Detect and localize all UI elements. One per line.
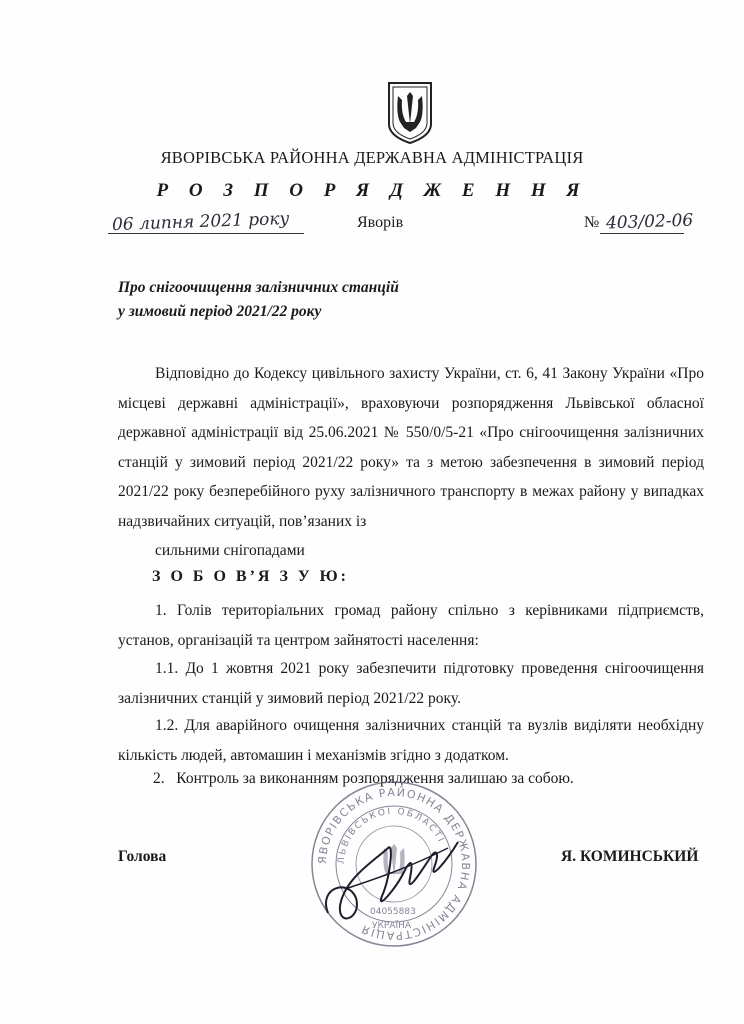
number-label: № <box>584 214 600 231</box>
item-1-1: 1.1. До 1 жовтня 2021 року забезпечити підготовку проведення снігоочищення залізничних станцій у зимовий період 2021/22 року. <box>118 660 704 707</box>
stamp-code: 04055883 <box>370 907 416 917</box>
number-underline <box>600 233 684 234</box>
intro-last-line: сильними снігопадами <box>155 542 305 559</box>
document-type: Р О З П О Р Я Д Ж Е Н Н Я <box>156 180 588 201</box>
item-1-2: 1.2. Для аварійного очищення залізничних станцій та вузлів виділяти необхідну кількість людей, автомашин і механізмів згідно з додатком. <box>118 717 704 764</box>
intro-text: Відповідно до Кодексу цивільного захисту України, ст. 6, 41 Закону України «Про місцеві державні адміністрації», враховуючи розпорядження Львівської обласної державної адміністрації від 25.06.2021 № 550/0/5-21 «Про снігоочищення залізничних станцій у зимовий період 2021/22 року» та з метою забезпечення в зимовий період 2021/22 року безперебійного руху залізничного транспорту в межах району у випадках надзвичайних ситуацій, пов’язаних із <box>118 365 704 530</box>
stamp-inner-text: ЛЬВІВСЬКОЇ ОБЛАСТІ <box>336 806 447 865</box>
handwritten-date: 06 липня 2021 року <box>111 208 290 236</box>
item-1: 1. Голів територіальних громад району спільно з керівниками підприємств, установ, організацій та центром зайнятості населення: <box>118 602 704 649</box>
signer-position: Голова <box>118 848 167 865</box>
handwritten-signature <box>318 818 468 938</box>
decree-heading: З О Б О В’Я З У Ю: <box>152 568 349 585</box>
signer-name: Я. КОМИНСЬКИЙ <box>561 848 699 865</box>
subject-line-1: Про снігоочищення залізничних станцій <box>118 279 399 296</box>
item-2: 2. Контроль за виконанням розпорядження залишаю за собою. <box>153 770 574 787</box>
intro-paragraph <box>118 359 704 566</box>
stamp-country: УКРАЇНА <box>372 921 412 931</box>
subject-line-2: у зимовий період 2021/22 року <box>118 303 322 320</box>
city: Яворів <box>357 214 404 231</box>
organization-name: ЯВОРІВСЬКА РАЙОННА ДЕРЖАВНА АДМІНІСТРАЦІЯ <box>160 148 584 167</box>
stamp-ring-text: ЯВОРІВСЬКА РАЙОННА ДЕРЖАВНА АДМІНІСТРАЦІЯ <box>315 785 473 943</box>
handwritten-number: 403/02-06 <box>605 210 694 234</box>
document-subject <box>118 276 399 324</box>
coat-of-arms-trident-icon <box>386 80 434 146</box>
date-underline <box>108 233 304 234</box>
